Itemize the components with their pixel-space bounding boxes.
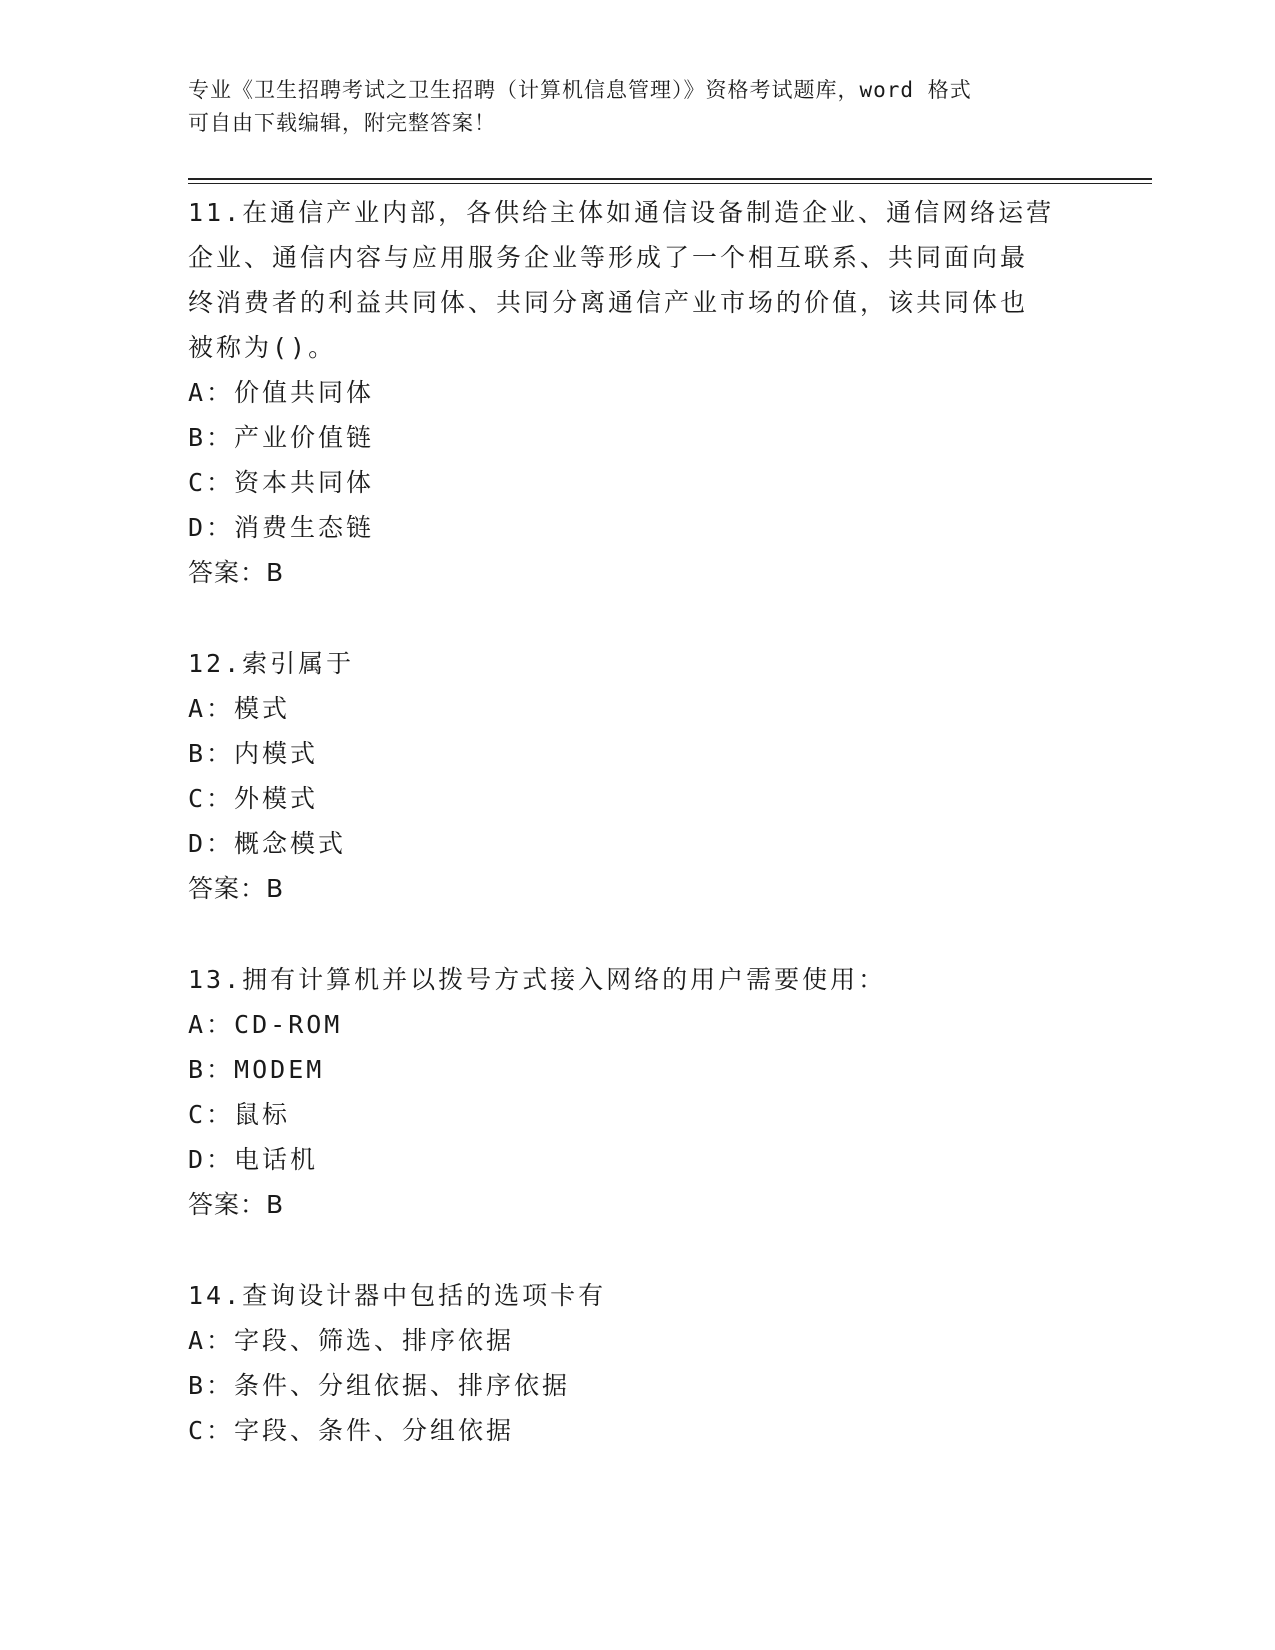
header-line-1: 专业《卫生招聘考试之卫生招聘（计算机信息管理）》资格考试题库，word 格式 <box>188 78 972 102</box>
spacer <box>188 1227 1088 1273</box>
option-d: D：电话机 <box>188 1145 319 1174</box>
option-b: B：内模式 <box>188 739 319 768</box>
option-d: D：概念模式 <box>188 829 347 858</box>
question-block <box>188 190 1088 595</box>
header-line-2: 可自由下载编辑，附完整答案！ <box>188 111 496 135</box>
document-header <box>188 74 1088 140</box>
spacer <box>188 911 1088 957</box>
question-stem-line: 14.查询设计器中包括的选项卡有 <box>188 1281 607 1310</box>
option-d: D：消费生态链 <box>188 513 375 542</box>
option-b: B：条件、分组依据、排序依据 <box>188 1371 571 1400</box>
spacer <box>188 595 1088 641</box>
question-block <box>188 641 1088 911</box>
option-a: A：字段、筛选、排序依据 <box>188 1326 515 1355</box>
option-a: A：模式 <box>188 694 291 723</box>
option-c: C：鼠标 <box>188 1100 291 1129</box>
option-c: C：字段、条件、分组依据 <box>188 1416 515 1445</box>
question-block <box>188 1273 1088 1453</box>
option-c: C：外模式 <box>188 784 319 813</box>
question-stem-line: 被称为()。 <box>188 333 337 362</box>
option-a: A：价值共同体 <box>188 378 375 407</box>
header-divider-thin <box>188 183 1152 184</box>
option-b: B：产业价值链 <box>188 423 375 452</box>
question-stem-line: 终消费者的利益共同体、共同分离通信产业市场的价值，该共同体也 <box>188 288 1029 317</box>
question-stem-line: 13.拥有计算机并以拨号方式接入网络的用户需要使用： <box>188 965 887 994</box>
question-list <box>188 190 1088 1453</box>
option-a: A：CD-ROM <box>188 1010 343 1039</box>
question-stem-line: 11.在通信产业内部，各供给主体如通信设备制造企业、通信网络运营 <box>188 198 1055 227</box>
answer-line: 答案：B <box>188 558 285 587</box>
answer-line: 答案：B <box>188 1190 285 1219</box>
question-stem-line: 12.索引属于 <box>188 649 355 678</box>
question-block <box>188 957 1088 1227</box>
question-stem-line: 企业、通信内容与应用服务企业等形成了一个相互联系、共同面向最 <box>188 243 1029 272</box>
option-b: B：MODEM <box>188 1055 325 1084</box>
answer-line: 答案：B <box>188 874 285 903</box>
option-c: C：资本共同体 <box>188 468 375 497</box>
header-divider-thick <box>188 178 1152 180</box>
